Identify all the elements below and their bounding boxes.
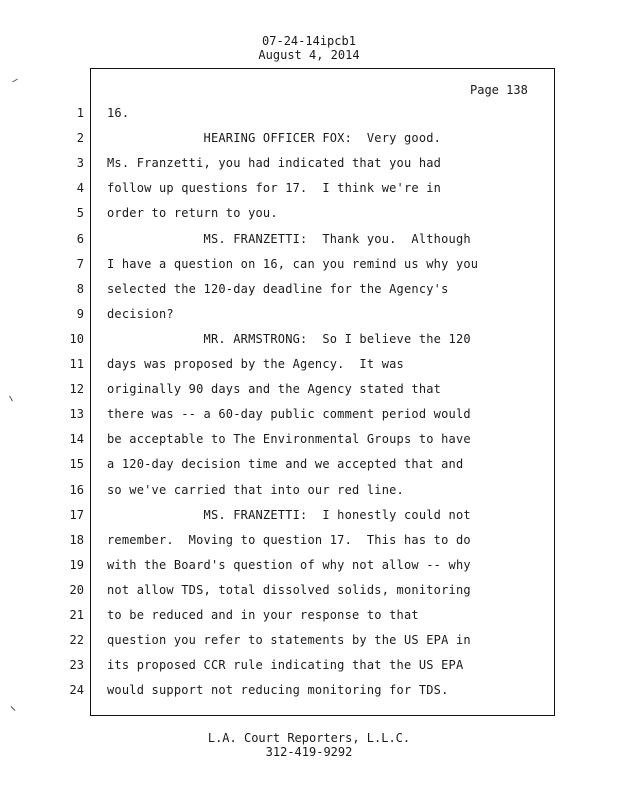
line-number: 2 — [76, 131, 84, 145]
transcript-line-text: order to return to you. — [107, 206, 278, 220]
line-number: 7 — [76, 257, 84, 271]
transcript-line-text: to be reduced and in your response to that — [107, 608, 419, 622]
transcript-line-text: its proposed CCR rule indicating that the US EPA — [107, 658, 464, 672]
line-number: 17 — [69, 508, 84, 522]
transcript-line-text: 16. — [107, 106, 130, 120]
transcript-line-text: question you refer to statements by the US EPA in — [107, 633, 471, 647]
transcript-line-text: originally 90 days and the Agency stated that — [107, 382, 442, 396]
line-number: 9 — [76, 307, 84, 321]
scan-mark — [12, 79, 18, 83]
transcript-line-text: MR. ARMSTRONG: So I believe the 120 — [107, 332, 471, 346]
transcript-line-text: follow up questions for 17. I think we're in — [107, 181, 442, 195]
line-number: 12 — [69, 382, 84, 396]
line-number: 16 — [69, 483, 84, 497]
transcript-line-text: days was proposed by the Agency. It was — [107, 357, 404, 371]
line-number: 10 — [69, 332, 84, 346]
line-number: 21 — [69, 608, 84, 622]
transcript-line-text: MS. FRANZETTI: I honestly could not — [107, 508, 471, 522]
line-number: 5 — [76, 206, 84, 220]
line-number: 24 — [69, 683, 84, 697]
document-date: August 4, 2014 — [258, 48, 360, 62]
transcript-line-text: MS. FRANZETTI: Thank you. Although — [107, 232, 471, 246]
line-number: 6 — [76, 232, 84, 246]
footer-reporter: L.A. Court Reporters, L.L.C. — [207, 731, 411, 745]
line-number: 14 — [69, 432, 84, 446]
line-number: 22 — [69, 633, 84, 647]
line-number: 19 — [69, 558, 84, 572]
transcript-line-text: decision? — [107, 307, 174, 321]
page-number: Page 138 — [470, 83, 528, 97]
line-number: 20 — [69, 583, 84, 597]
scan-mark — [9, 396, 13, 402]
transcript-line-text: HEARING OFFICER FOX: Very good. — [107, 131, 442, 145]
scan-mark — [11, 706, 16, 711]
transcript-line-text: I have a question on 16, can you remind us why you — [107, 257, 479, 271]
transcript-line-text: there was -- a 60-day public comment period would — [107, 407, 471, 421]
line-number: 3 — [76, 156, 84, 170]
transcript-line-text: with the Board's question of why not allow -- why — [107, 558, 471, 572]
line-number: 13 — [69, 407, 84, 421]
transcript-line-text: selected the 120-day deadline for the Agency's — [107, 282, 449, 296]
line-number: 8 — [76, 282, 84, 296]
transcript-line-text: a 120-day decision time and we accepted that and — [107, 457, 464, 471]
transcript-line-text: be acceptable to The Environmental Groups to have — [107, 432, 471, 446]
line-number: 1 — [76, 106, 84, 120]
transcript-line-text: not allow TDS, total dissolved solids, monitoring — [107, 583, 471, 597]
transcript-line-text: would support not reducing monitoring for TDS. — [107, 683, 449, 697]
line-number: 15 — [69, 457, 84, 471]
line-number: 23 — [69, 658, 84, 672]
line-number: 11 — [69, 357, 84, 371]
footer-phone: 312-419-9292 — [265, 745, 353, 759]
line-number: 18 — [69, 533, 84, 547]
document-id: 07-24-14ipcb1 — [262, 34, 356, 48]
transcript-line-text: Ms. Franzetti, you had indicated that you had — [107, 156, 442, 170]
transcript-line-text: so we've carried that into our red line. — [107, 483, 404, 497]
transcript-line-text: remember. Moving to question 17. This has to do — [107, 533, 471, 547]
line-number: 4 — [76, 181, 84, 195]
